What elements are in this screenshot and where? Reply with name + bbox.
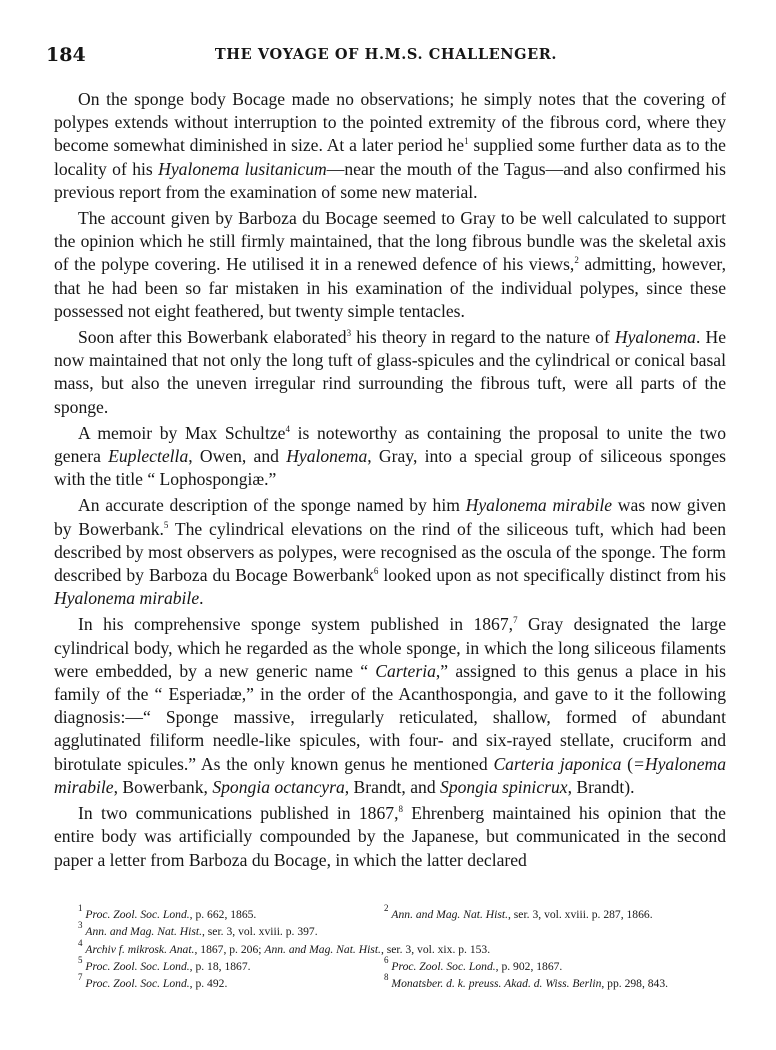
page-header: [46, 44, 726, 66]
italic-text: Proc. Zool. Soc. Lond.: [85, 977, 190, 991]
italic-text: Hyalonema: [286, 446, 368, 467]
footnote-ref: 5: [163, 519, 169, 530]
footnote-ref: 4: [285, 423, 290, 434]
footnote-number: 6: [384, 954, 389, 965]
italic-text: Carteria japonica: [493, 753, 622, 774]
italic-text: Ann. and Mag. Nat. Hist.: [85, 925, 202, 939]
italic-text: Hyalonema: [614, 327, 696, 348]
italic-text: Euplectella: [108, 446, 189, 467]
italic-text: Hyalonema mirabile: [465, 495, 613, 516]
footnote-row: [78, 954, 730, 975]
footnote-ref: 6: [373, 566, 379, 577]
footnote-5: $^5$ Proc. Zool. Soc. Lond., p. 18, 1867.: [78, 954, 251, 973]
italic-text: Proc. Zool. Soc. Lond.: [391, 959, 496, 973]
footnote-number: 4: [78, 937, 83, 948]
paragraph: In his comprehensive sponge system published in 1867,$^7$ Gray designated the large cylindrical body, which he regarded as the whole sponge, in which the long siliceous filaments were embedded, by a new generic name “ Carteria,” assigned to this genus a place in his family of the “ Esperiadæ,” in the order of the Acanthospongia, and gave to it the following diagnosis:—“ Sponge massive, irregularly reticulated, shallow, formed of abundant agglutinated filiform needle-like spicules, with four- and six-rayed stellate, cruciform and birotulate spicules.” As the only known genus he mentioned Carteria japonica (=Hyalonema mirabile, Bowerbank, Spongia octancyra, Brandt, and Spongia spinicrux, Brandt).: [54, 614, 727, 797]
footnote-ref: 1: [464, 136, 469, 147]
footnote-8: $^8$ Monatsber. d. k. preuss. Akad. d. Wiss. Berlin, pp. 298, 843.: [384, 972, 669, 991]
paragraph: Soon after this Bowerbank elaborated$^3$ his theory in regard to the nature of Hyalonema. He now maintained that not only the long tuft of glass-spicules and the cylindrical or conical basal mass, but also the uneven irregular rind surrounding the fibrous tuft, were all parts of the sponge.: [54, 327, 726, 417]
footnote-3: $^3$ Ann. and Mag. Nat. Hist., ser. 3, vol. xviii. p. 397.: [78, 920, 318, 939]
footnote-ref: 8: [398, 804, 403, 815]
paragraph: The account given by Barboza du Bocage seemed to Gray to be well calculated to support the opinion which he still firmly maintained, that the long fibrous bundle was the skeletal axis of the polype covering. He utilised it in a renewed defence of his views,$^2$ admitting, however, that he had been so far mistaken in his examination of the individual polypes, since these possessed not eight feathered, but twenty simple tentacles.: [54, 208, 726, 321]
footnote-ref: 2: [574, 255, 579, 266]
footnote-row: [78, 972, 730, 992]
italic-text: Ann. and Mag. Nat. Hist.: [264, 942, 381, 956]
footnote-number: 8: [384, 972, 389, 983]
footnote-ref: 3: [346, 328, 352, 339]
footnote-row: [78, 903, 730, 923]
italic-text: Spongia spinicrux: [440, 776, 568, 797]
italic-text: =Hyalonema mirabile: [54, 753, 727, 797]
italic-text: Monatsber. d. k. preuss. Akad. d. Wiss. Berlin: [391, 977, 602, 991]
paragraph: An accurate description of the sponge named by him Hyalonema mirabile was now given by Bowerbank.$^5$ The cylindrical elevations on the rind of the siliceous tuft, which had been described by most observers as polypes, were recognised as the oscula of the sponge. The form described by Barboza du Bocage Bowerbank$^6$ looked upon as not specifically distinct from his Hyalonema mirabile.: [54, 495, 726, 609]
footnote-row: [78, 937, 730, 958]
footnote-row: [78, 920, 730, 940]
footnotes: [78, 903, 730, 992]
body-text: [54, 88, 726, 875]
paragraph: A memoir by Max Schultze$^4$ is noteworthy as containing the proposal to unite the two genera Euplectella, Owen, and Hyalonema, Gray, into a special group of siliceous sponges with the title “ Lophospongiæ.”: [54, 422, 727, 490]
italic-text: Archiv f. mikrosk. Anat.: [85, 942, 195, 956]
footnote-number: 5: [78, 954, 83, 965]
footnote-number: 1: [78, 903, 83, 913]
italic-text: Ann. and Mag. Nat. Hist.: [391, 908, 508, 921]
footnote-number: 7: [78, 972, 83, 983]
paragraph: On the sponge body Bocage made no observations; he simply notes that the covering of polypes extends without interruption to the pointed extremity of the fibrous cord, where they become somewhat diminished in size. At a later period $he^1$ supplied some further data as to the locality of his Hyalonema lusitanicum—near the mouth of the Tagus—and also confirmed his previous report from the examination of some new material.: [54, 89, 726, 202]
footnote-ref: 7: [513, 615, 518, 626]
running-title: THE VOYAGE OF H.M.S. CHALLENGER.: [214, 46, 558, 63]
italic-text: Carteria: [375, 660, 436, 681]
footnote-7: $^7$ Proc. Zool. Soc. Lond., p. 492.: [78, 972, 228, 991]
italic-text: Spongia octancyra: [212, 776, 345, 797]
footnote-2: $^2$ Ann. and Mag. Nat. Hist., ser. 3, vol. xviii. p. 287, 1866.: [384, 903, 653, 921]
footnote-number: 2: [384, 903, 389, 913]
italic-text: Hyalonema lusitanicum: [158, 158, 327, 179]
footnote-4: $^4$ Archiv f. mikrosk. Anat., 1867, p. 206; Ann. and Mag. Nat. Hist., ser. 3, vol. xix. p. 153.: [78, 937, 491, 956]
footnote-number: 3: [78, 920, 83, 931]
footnote-1: $^1$ Proc. Zool. Soc. Lond., p. 662, 1865.: [78, 903, 257, 921]
footnote-6: $^6$ Proc. Zool. Soc. Lond., p. 902, 1867.: [384, 954, 563, 973]
italic-text: Hyalonema mirabile: [54, 588, 200, 609]
page-number: 184: [46, 44, 86, 66]
italic-text: Proc. Zool. Soc. Lond.: [85, 908, 190, 921]
italic-text: Proc. Zool. Soc. Lond.: [85, 959, 190, 973]
paragraph: In two communications published in 1867,$^8$ Ehrenberg maintained his opinion that the entire body was artificially compounded by the Japanese, but communicated in the second paper a letter from Barboza du Bocage, in which the latter declared: [54, 803, 726, 870]
